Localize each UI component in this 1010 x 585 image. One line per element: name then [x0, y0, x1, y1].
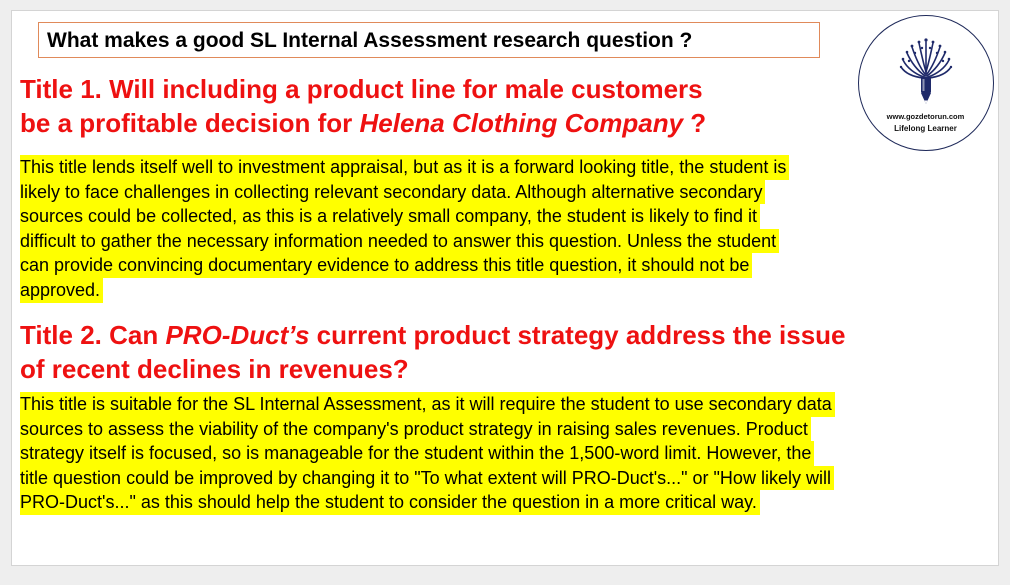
tree-pencil-icon: [895, 36, 957, 106]
paragraph-1-line: difficult to gather the necessary information needed to answer this question. Unless the student: [20, 229, 779, 254]
title-2-company: PRO-Duct’s: [165, 320, 310, 350]
title-1-line-1: Title 1. Will including a product line for male customers: [20, 74, 703, 104]
paragraph-2: [20, 392, 835, 515]
logo: [858, 15, 994, 151]
title-1: [20, 72, 706, 140]
paragraph-1-line: approved.: [20, 278, 103, 303]
title-2-line-1-end: current product strategy address the issue: [309, 320, 846, 350]
logo-tagline: Lifelong Learner: [894, 124, 957, 133]
paragraph-1: [20, 155, 789, 303]
slide: [11, 10, 999, 566]
paragraph-2-line: strategy itself is focused, so is manageable for the student within the 1,500-word limit. However, the: [20, 441, 814, 466]
paragraph-2-line: title question could be improved by changing it to "To what extent will PRO-Duct's..." or "How likely will: [20, 466, 834, 491]
slide-heading: What makes a good SL Internal Assessment research question ?: [38, 22, 820, 58]
paragraph-2-line: PRO-Duct's..." as this should help the student to consider the question in a more critical way.: [20, 490, 760, 515]
paragraph-1-line: can provide convincing documentary evidence to address this title question, it should not be: [20, 253, 752, 278]
title-1-company: Helena Clothing Company: [359, 108, 684, 138]
title-1-line-2-start: be a profitable decision for: [20, 108, 360, 138]
logo-url: www.gozdetorun.com: [886, 112, 965, 121]
title-2-prefix: Title 2. Can: [20, 320, 166, 350]
paragraph-2-line: This title is suitable for the SL Internal Assessment, as it will require the student to use secondary data: [20, 392, 835, 417]
paragraph-1-line: This title lends itself well to investment appraisal, but as it is a forward looking title, the student is: [20, 155, 789, 180]
paragraph-1-line: likely to face challenges in collecting relevant secondary data. Although alternative secondary: [20, 180, 765, 205]
paragraph-1-line: sources could be collected, as this is a relatively small company, the student is likely to find it: [20, 204, 760, 229]
title-2-line-2: of recent declines in revenues?: [20, 354, 409, 384]
title-1-line-2: [20, 106, 706, 140]
title-2-line-1: [20, 318, 846, 352]
title-2: [20, 318, 846, 386]
title-1-line-2-end: ?: [683, 108, 707, 138]
paragraph-2-line: sources to assess the viability of the company's product strategy in raising sales revenues. Product: [20, 417, 811, 442]
